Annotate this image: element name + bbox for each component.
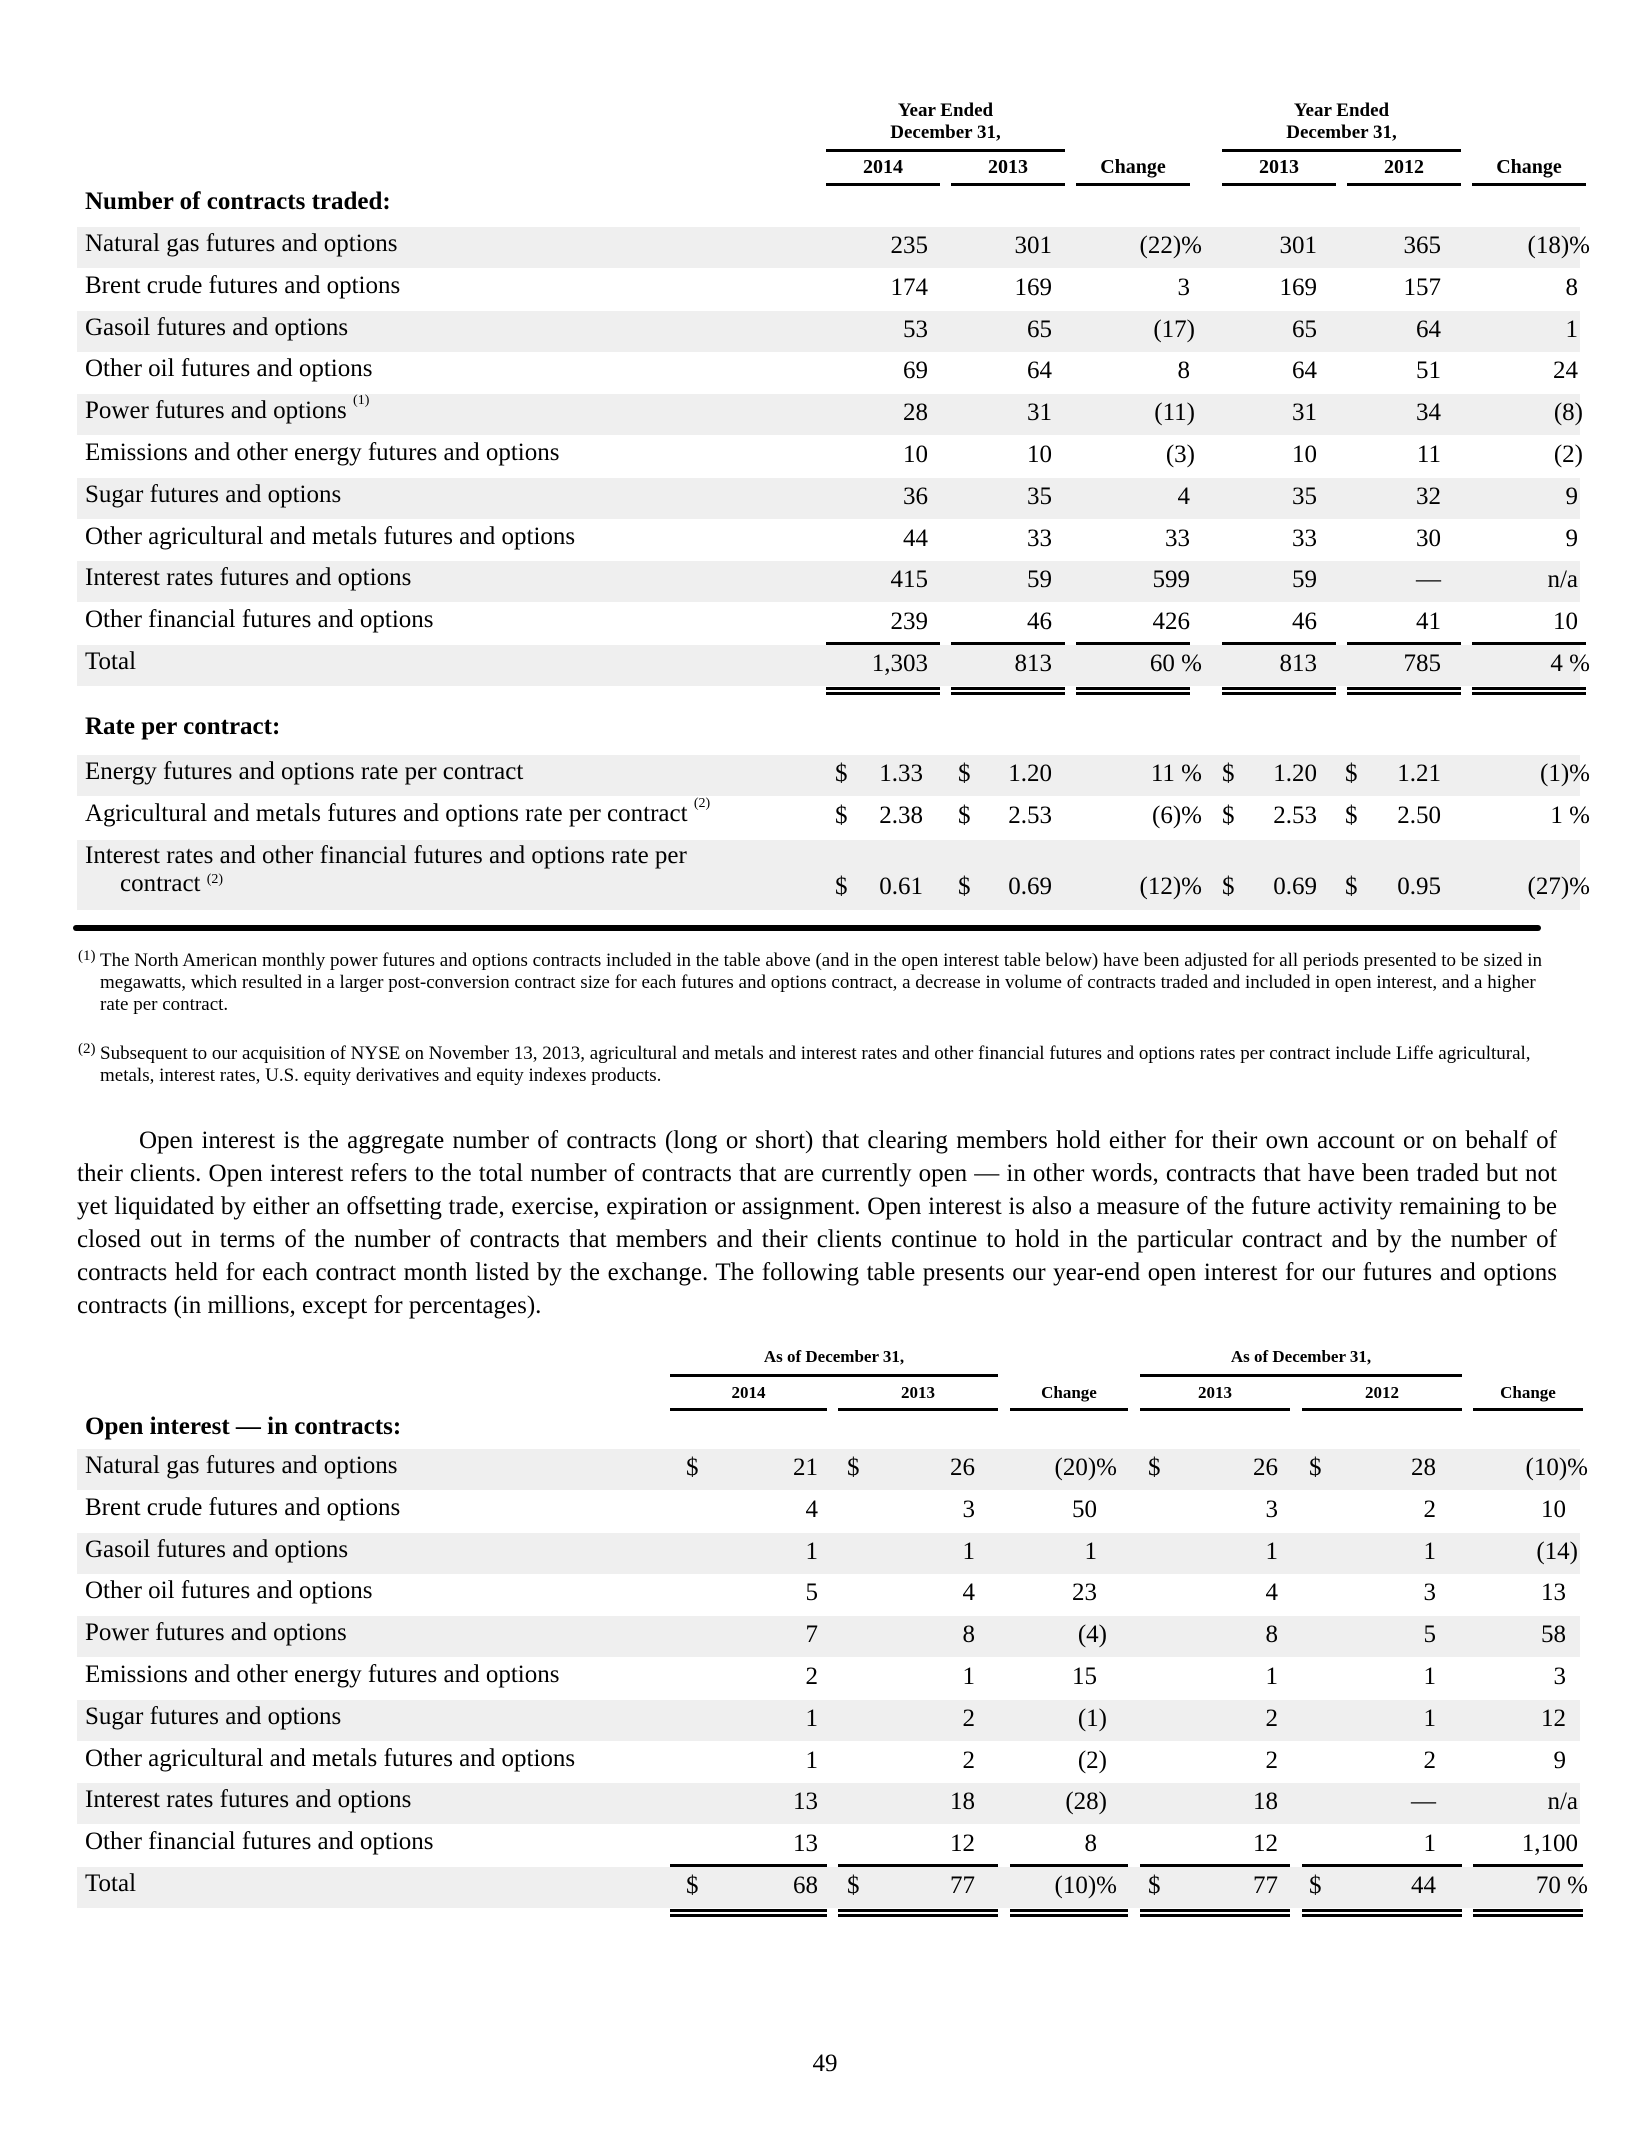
table-cell: 1.33: [879, 760, 923, 787]
row-label-text: Other financial futures and options: [85, 606, 434, 634]
table-row: [77, 1449, 1588, 1490]
row-label: Gasoil futures and options: [85, 1535, 349, 1563]
currency-symbol: $: [1148, 1872, 1161, 1899]
table-row: [77, 1658, 1580, 1699]
currency-symbol: $: [1345, 873, 1358, 900]
row-label: [85, 481, 341, 509]
column-header-rule: [1222, 183, 1336, 186]
table-cell: 51: [1416, 357, 1441, 385]
row-label: Brent crude futures and options: [85, 1493, 401, 1521]
currency-symbol: $: [1345, 760, 1358, 787]
table-cell: 77: [950, 1872, 975, 1899]
table-cell: 64: [1292, 357, 1317, 385]
row-label: Total: [85, 1870, 137, 1897]
column-group-header: [1222, 100, 1461, 144]
row-label: [85, 606, 434, 634]
currency-symbol: $: [1222, 760, 1235, 787]
table-cell: 3: [1177, 273, 1190, 301]
row-label-text: Sugar futures and options: [85, 480, 342, 508]
table-row: [77, 1700, 1580, 1741]
column-header-rule: [1010, 1408, 1128, 1411]
table-cell: 1.21: [1397, 760, 1441, 787]
table-cell: 33: [1027, 524, 1052, 552]
table-row: [77, 478, 1580, 519]
column-header: 2014: [863, 156, 903, 178]
table-cell: 7: [805, 1621, 818, 1649]
section-title-contracts: Number of contracts traded:: [85, 188, 391, 215]
table-row: [77, 227, 1590, 268]
table-cell: 1: [805, 1537, 818, 1565]
table-cell: 13: [793, 1830, 818, 1858]
table-cell: 12: [1253, 1830, 1278, 1858]
currency-symbol: $: [847, 1454, 860, 1481]
table-cell: 13: [793, 1788, 818, 1816]
column-header: Change: [1496, 156, 1562, 178]
table-cell: 2: [962, 1746, 975, 1774]
total-double-rule: [1473, 1909, 1583, 1917]
row-label: Sugar futures and options: [85, 1702, 342, 1730]
table-cell: 53: [903, 315, 928, 343]
table-cell: (2): [1553, 441, 1583, 468]
table-cell: 235: [890, 232, 928, 259]
column-header-rule: [1472, 183, 1586, 186]
table-cell: 32: [1416, 482, 1441, 510]
table-cell: (18)%: [1527, 232, 1590, 259]
table-cell: (14): [1536, 1537, 1578, 1565]
currency-symbol: $: [686, 1872, 699, 1899]
row-label-text: Energy futures and options rate per contract: [85, 758, 524, 785]
table-cell: 26: [950, 1454, 975, 1481]
table-cell: 12: [1541, 1704, 1566, 1732]
table-row: [77, 311, 1580, 352]
table-cell: 813: [1014, 650, 1052, 677]
table-cell: 23: [1072, 1579, 1097, 1607]
currency-symbol: $: [1345, 802, 1358, 829]
table-cell: 64: [1027, 357, 1052, 385]
table-row: [77, 352, 1580, 393]
table-cell: (12)%: [1139, 873, 1202, 900]
table-cell: 157: [1403, 273, 1441, 301]
column-header-rule: [826, 183, 940, 186]
row-label-text: Interest rates and other financial futures and options rate per: [85, 842, 687, 869]
table-row: [77, 561, 1580, 602]
table-cell: 10: [1292, 441, 1317, 468]
table-cell: 59: [1292, 566, 1317, 594]
table-cell: 426: [1152, 608, 1190, 636]
table-cell: 1.20: [1008, 760, 1052, 787]
table-cell: 46: [1027, 608, 1052, 636]
table-row: [77, 1742, 1580, 1783]
column-header: 2013: [901, 1383, 935, 1402]
table-cell: 2.38: [879, 802, 923, 829]
row-label: [85, 842, 687, 898]
column-header-rule: [1302, 1408, 1462, 1411]
table-row: [77, 796, 1590, 838]
currency-symbol: $: [835, 873, 848, 900]
table-cell: 28: [903, 399, 928, 427]
currency-symbol: $: [958, 873, 971, 900]
table-cell: 9: [1565, 482, 1578, 510]
table-cell: 64: [1416, 315, 1441, 343]
table-row: [77, 436, 1583, 477]
table-cell: 9: [1553, 1746, 1566, 1774]
currency-symbol: $: [1309, 1454, 1322, 1481]
table-cell: (6)%: [1152, 802, 1202, 829]
table-cell: (10)%: [1054, 1872, 1117, 1899]
table-cell: n/a: [1547, 1788, 1578, 1816]
table-cell: 10: [1027, 441, 1052, 468]
table-cell: 1.20: [1273, 760, 1317, 787]
table-row: [77, 1574, 1580, 1615]
currency-symbol: $: [835, 802, 848, 829]
table-cell: —: [1411, 1788, 1436, 1816]
table-cell: 1: [1265, 1537, 1278, 1565]
table-cell: 68: [793, 1872, 818, 1899]
row-label: Other oil futures and options: [85, 1577, 373, 1605]
table-cell: 26: [1253, 1454, 1278, 1481]
row-label: [85, 758, 523, 786]
footnote-ref: (2): [693, 796, 711, 811]
table-cell: 1: [1423, 1704, 1436, 1732]
currency-symbol: $: [1148, 1454, 1161, 1481]
table-cell: 35: [1292, 482, 1317, 510]
table-cell: 8: [1084, 1830, 1097, 1858]
table-cell: 35: [1027, 482, 1052, 510]
table-cell: 301: [1014, 232, 1052, 259]
table-cell: 15: [1072, 1663, 1097, 1690]
table-cell: 1: [1565, 315, 1578, 343]
footnote-text: The North American monthly power futures and options contracts included in the table above (and in the open interest table below) have been adjusted for all periods presented to be sized in megawatts, which resulted in a larger post-conversion contract size for each futures and options contract, a decrease in volume of contracts traded and included in open interest, and a higher rate per contract.: [100, 950, 1542, 1015]
currency-symbol: $: [835, 760, 848, 787]
currency-symbol: $: [686, 1454, 699, 1481]
total-double-rule: [951, 687, 1065, 695]
row-label: [85, 355, 372, 383]
table-cell: 1: [1265, 1663, 1278, 1690]
table-cell: 13: [1541, 1579, 1566, 1607]
table-cell: 2.50: [1397, 802, 1441, 829]
table-cell: 169: [1014, 273, 1052, 301]
table-cell: 10: [1553, 608, 1578, 636]
row-label: [85, 523, 575, 551]
table-cell: 60 %: [1149, 650, 1202, 677]
table-total-row: [77, 1867, 1588, 1908]
footnote: [78, 948, 1560, 1016]
table-cell: —: [1416, 566, 1441, 594]
column-header-rule: [1076, 183, 1190, 186]
table-cell: 34: [1416, 399, 1441, 427]
total-double-rule: [1302, 1909, 1462, 1917]
table-cell: 1: [962, 1537, 975, 1565]
table-cell: 18: [1253, 1788, 1278, 1816]
table-cell: 31: [1292, 399, 1317, 427]
table-cell: 24: [1553, 357, 1578, 385]
footnote-ref: (1): [353, 393, 370, 409]
table-cell: 70 %: [1535, 1872, 1588, 1899]
column-header: Change: [1500, 1383, 1556, 1402]
paragraph-text: Open interest is the aggregate number of contracts (long or short) that clearing members hold either for their own account or on behalf of their clients. Open interest refers to the total number of contracts that are currently open — in other words, contracts that have been traded but not yet liquidated by either an offsetting trade, exercise, expiration or assignment. Open interest is also a measure of the future activity remaining to be closed out in terms of the number of contracts that members and their clients continue to hold in the particular contract and by the number of contracts held for each contract month listed by the exchange. The following table presents our year-end open interest for our futures and options contracts (in millions, except for percentages).: [77, 1127, 1557, 1319]
table-cell: 69: [903, 357, 928, 385]
table-cell: 3: [962, 1495, 975, 1523]
row-label: Natural gas futures and options: [85, 1452, 398, 1479]
footnote-marker: (2): [78, 1041, 96, 1057]
table-cell: 169: [1279, 273, 1317, 301]
column-header: 2013: [1259, 156, 1299, 178]
table-cell: 785: [1403, 650, 1441, 677]
table-row: [77, 269, 1580, 310]
row-label: [85, 564, 411, 592]
table-cell: 1,100: [1521, 1830, 1578, 1858]
table-cell: 365: [1403, 232, 1441, 259]
table-cell: (3): [1165, 441, 1195, 468]
table-cell: 5: [805, 1579, 818, 1607]
table-row: [77, 1783, 1580, 1824]
column-header: 2014: [731, 1383, 766, 1402]
table-cell: 1: [962, 1663, 975, 1690]
table-cell: 4: [962, 1579, 975, 1607]
footnote-ref: (2): [206, 872, 224, 887]
total-double-rule: [1472, 687, 1586, 695]
table-cell: (17): [1153, 315, 1195, 343]
row-label: Power futures and options: [85, 1619, 347, 1647]
column-header-rule: [951, 183, 1065, 186]
currency-symbol: $: [958, 802, 971, 829]
table-cell: (1)%: [1540, 760, 1590, 787]
table-cell: (11): [1154, 399, 1195, 427]
footnote-text: Subsequent to our acquisition of NYSE on November 13, 2013, agricultural and metals and interest rates and other financial futures and options rates per contract include Liffe agricultural, metals, interest rates, U.S. equity derivatives and equity indexes products.: [100, 1043, 1531, 1086]
table-cell: 2.53: [1273, 802, 1317, 829]
group-header-line2: December 31,: [890, 122, 1001, 143]
table-cell: 2: [1423, 1746, 1436, 1774]
group-header-line2: December 31,: [1286, 122, 1397, 143]
table-cell: 31: [1027, 399, 1052, 427]
group-header-line1: Year Ended: [1293, 100, 1390, 121]
table-cell: 0.95: [1397, 873, 1441, 900]
table-cell: 1: [1423, 1663, 1436, 1690]
table-cell: 2: [1265, 1746, 1278, 1774]
total-double-rule: [670, 1909, 827, 1917]
table-cell: 2: [962, 1704, 975, 1732]
table-cell: 50: [1072, 1495, 1097, 1523]
column-group-header: As of December 31,: [1230, 1347, 1372, 1366]
table-cell: 2: [805, 1663, 818, 1690]
table-cell: 10: [903, 441, 928, 468]
table-cell: 2: [1265, 1704, 1278, 1732]
section-title-rate: Rate per contract:: [85, 713, 281, 740]
row-label-text: Natural gas futures and options: [85, 230, 398, 257]
table-cell: 21: [793, 1454, 818, 1481]
table-cell: 3: [1423, 1579, 1436, 1607]
row-label-text: Interest rates futures and options: [85, 564, 412, 592]
table-cell: 3: [1265, 1495, 1278, 1523]
body-paragraph: [77, 1124, 1557, 1322]
total-double-rule: [826, 687, 940, 695]
table-cell: 30: [1416, 524, 1441, 552]
table-cell: 301: [1279, 232, 1317, 259]
total-double-rule: [838, 1909, 998, 1917]
table-cell: 1: [805, 1746, 818, 1774]
table-cell: 1: [1084, 1537, 1097, 1565]
column-header-rule: [1473, 1408, 1583, 1411]
table-cell: 65: [1027, 315, 1052, 343]
table-cell: 3: [1553, 1663, 1566, 1690]
table-cell: (27)%: [1527, 873, 1590, 900]
row-label-text: Emissions and other energy futures and options: [85, 439, 560, 466]
table-cell: (8): [1553, 399, 1583, 427]
table-cell: 8: [1177, 357, 1190, 385]
group-header-rule: [826, 149, 1065, 152]
table-cell: 44: [1411, 1872, 1436, 1899]
row-label: [85, 314, 348, 342]
currency-symbol: $: [1222, 802, 1235, 829]
table-cell: (1): [1077, 1704, 1107, 1732]
row-label-text: Gasoil futures and options: [85, 313, 349, 341]
table-row: [77, 840, 1590, 910]
column-header: Change: [1041, 1383, 1097, 1402]
currency-symbol: $: [1309, 1872, 1322, 1899]
table-cell: 2.53: [1008, 802, 1052, 829]
row-label: [85, 439, 559, 467]
column-header: 2012: [1365, 1383, 1399, 1402]
table-cell: 4: [1265, 1579, 1278, 1607]
table-row: [77, 603, 1580, 644]
total-double-rule: [1347, 687, 1461, 695]
table-cell: 415: [890, 566, 928, 594]
table-cell: 12: [950, 1830, 975, 1858]
table-cell: 18: [950, 1788, 975, 1816]
table-cell: 44: [903, 524, 928, 552]
footnote: [78, 1041, 1560, 1087]
table-row: [77, 1533, 1580, 1574]
table-cell: 10: [1541, 1495, 1566, 1523]
footnote-marker: (1): [78, 948, 96, 964]
table-cell: 58: [1541, 1621, 1566, 1649]
column-header-rule: [1140, 1408, 1290, 1411]
table-cell: 1,303: [871, 650, 928, 677]
table-row: [77, 520, 1580, 561]
table-cell: 5: [1423, 1621, 1436, 1649]
table-cell: 0.61: [879, 873, 923, 900]
table-cell: (10)%: [1525, 1454, 1588, 1481]
column-header: Change: [1100, 156, 1166, 178]
table-cell: n/a: [1547, 566, 1578, 594]
table-row: [77, 1616, 1580, 1657]
total-double-rule: [1222, 687, 1336, 695]
column-header: 2013: [988, 156, 1028, 178]
table-cell: 1: [1423, 1830, 1436, 1858]
table-cell: 8: [1565, 273, 1578, 301]
table-cell: 1: [1423, 1537, 1436, 1565]
section-title-open-interest: Open interest — in contracts:: [85, 1413, 402, 1440]
row-label: Total: [85, 648, 137, 675]
table-cell: 0.69: [1273, 873, 1317, 900]
column-header-rule: [838, 1408, 998, 1411]
table-cell: 1 %: [1550, 802, 1590, 829]
column-header-rule: [670, 1408, 827, 1411]
table-cell: (20)%: [1054, 1454, 1117, 1481]
group-header-rule: [1222, 149, 1461, 152]
group-header-rule: [670, 1374, 998, 1377]
page-number: 49: [812, 2050, 838, 2077]
row-label-text: Brent crude futures and options: [85, 271, 401, 299]
row-label-text: Agricultural and metals futures and options rate per contract: [85, 800, 688, 827]
row-label: Other agricultural and metals futures and options: [85, 1744, 576, 1772]
table-cell: (28): [1065, 1788, 1107, 1816]
table-cell: 813: [1279, 650, 1317, 677]
table-cell: 59: [1027, 566, 1052, 594]
currency-symbol: $: [847, 1872, 860, 1899]
table-row: [77, 1825, 1580, 1866]
table-cell: (2): [1077, 1746, 1107, 1774]
table-cell: 9: [1565, 524, 1578, 552]
section-divider: [73, 925, 1541, 931]
total-double-rule: [1076, 687, 1190, 695]
table-cell: 77: [1253, 1872, 1278, 1899]
table-row: [77, 755, 1590, 796]
column-group-header: [826, 100, 1065, 144]
table-cell: 599: [1152, 566, 1190, 594]
column-header-rule: [1347, 183, 1461, 186]
row-label-continuation: contract: [120, 870, 201, 897]
row-label: Emissions and other energy futures and options: [85, 1661, 560, 1688]
group-header-line1: Year Ended: [897, 100, 994, 121]
row-label: [85, 230, 397, 258]
total-double-rule: [1010, 1909, 1128, 1917]
table-cell: 4: [805, 1495, 818, 1523]
group-header-rule: [1140, 1374, 1462, 1377]
table-cell: 33: [1292, 524, 1317, 552]
column-header: 2012: [1384, 156, 1424, 178]
row-label: Other financial futures and options: [85, 1828, 434, 1856]
table-cell: 1: [805, 1704, 818, 1732]
currency-symbol: $: [1222, 873, 1235, 900]
row-label: [85, 796, 711, 828]
table-cell: 41: [1416, 608, 1441, 636]
row-label-text: Other oil futures and options: [85, 355, 373, 383]
row-label-text: Other agricultural and metals futures and options: [85, 522, 576, 550]
table-cell: 239: [890, 608, 928, 636]
table-cell: 11 %: [1150, 760, 1202, 787]
currency-symbol: $: [958, 760, 971, 787]
table-total-row: [77, 645, 1590, 686]
table-cell: 8: [1265, 1621, 1278, 1649]
table-cell: 4: [1177, 482, 1190, 510]
table-cell: 2: [1423, 1495, 1436, 1523]
table-row: [77, 393, 1583, 435]
row-label-text: Power futures and options: [85, 397, 347, 425]
table-cell: 46: [1292, 608, 1317, 636]
table-cell: 0.69: [1008, 873, 1052, 900]
row-label: [85, 393, 370, 425]
total-double-rule: [1140, 1909, 1290, 1917]
table-row: [77, 1491, 1580, 1532]
column-header: 2013: [1198, 1383, 1232, 1402]
table-cell: 11: [1416, 441, 1441, 468]
table-cell: 8: [962, 1621, 975, 1649]
table-cell: 36: [903, 482, 928, 510]
table-cell: (22)%: [1139, 232, 1202, 259]
table-cell: 65: [1292, 315, 1317, 343]
row-label: [85, 272, 400, 300]
table-cell: (4): [1077, 1621, 1107, 1649]
table-cell: 4 %: [1550, 650, 1590, 677]
table-cell: 33: [1165, 524, 1190, 552]
column-group-header: As of December 31,: [763, 1347, 905, 1366]
row-label: Interest rates futures and options: [85, 1786, 412, 1814]
table-cell: 28: [1411, 1454, 1436, 1481]
table-cell: 174: [890, 273, 928, 301]
